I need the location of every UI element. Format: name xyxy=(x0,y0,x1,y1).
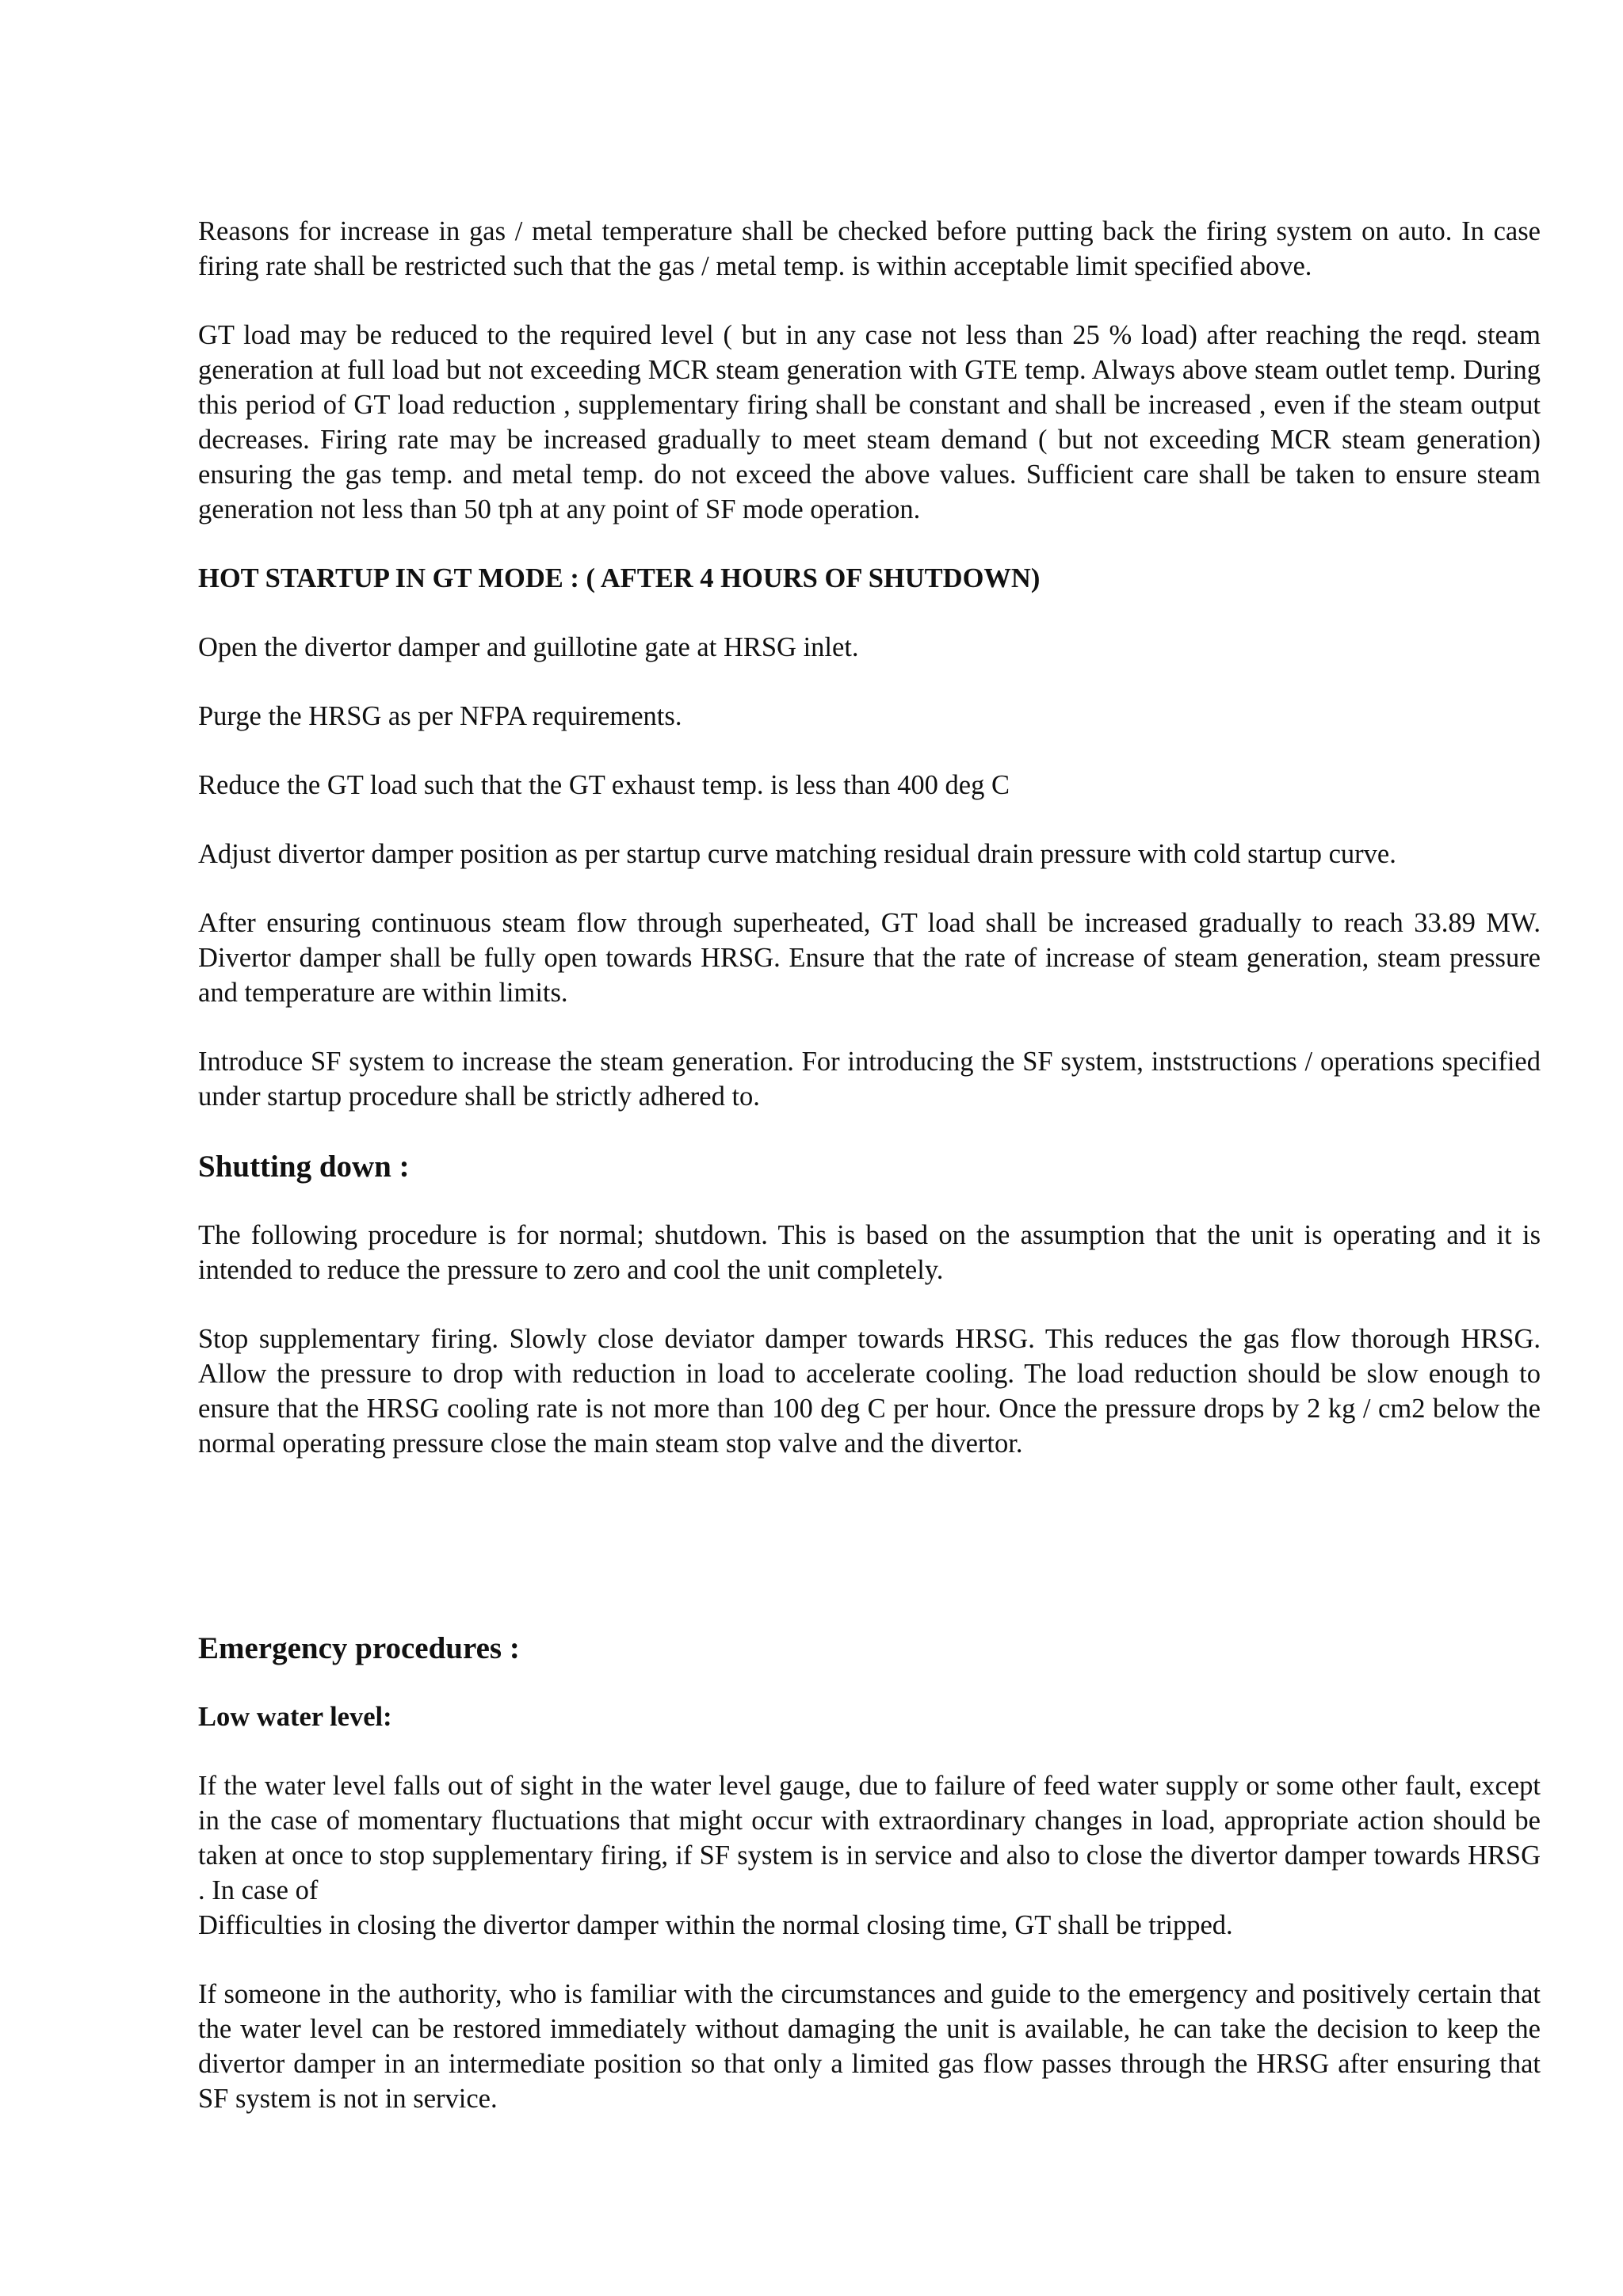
hot-startup-step-purge: Purge the HRSG as per NFPA requirements. xyxy=(198,701,682,731)
shutting-down-title: Shutting down : xyxy=(198,1150,410,1184)
authority-decision-paragraph: If someone in the authority, who is familiar with the circumstances and guide to the emergency and positively certain that the water level can be restored immediately without damaging the unit is available, he can take the decision to keep the divertor damper in an intermediate position so that only a limited gas flow passes through the HRSG after ensuring that SF system is not in service. xyxy=(198,1979,1541,2114)
paragraph-gas-metal-temperature: Reasons for increase in gas / metal temperature shall be checked before putting back the firing system on auto. In case firing rate shall be restricted such that the gas / metal temp. is within acceptable limit specified above. xyxy=(198,216,1541,281)
shutting-down-procedure: Stop supplementary firing. Slowly close deviator damper towards HRSG. This reduces the gas flow thorough HRSG. Allow the pressure to drop with reduction in load to accelerate cooling. The load reduction should be slow enough to ensure that the HRSG cooling rate is not more than 100 deg C per hour. Once the pressure drops by 2 kg / cm2 below the normal operating pressure close the main steam stop valve and the divertor. xyxy=(198,1324,1541,1459)
hot-startup-heading: HOT STARTUP IN GT MODE : ( AFTER 4 HOURS OF SHUTDOWN) xyxy=(198,563,1041,593)
hot-startup-step-adjust-damper: Adjust divertor damper position as per startup curve matching residual drain pressure with cold startup curve. xyxy=(198,839,1396,869)
emergency-procedures-title: Emergency procedures : xyxy=(198,1631,520,1665)
shutting-down-intro: The following procedure is for normal; shutdown. This is based on the assumption that the unit is operating and it is intended to reduce the pressure to zero and cool the unit completely. xyxy=(198,1220,1541,1285)
document-page xyxy=(198,214,1541,2150)
hot-startup-step-increase-load: After ensuring continuous steam flow through superheated, GT load shall be increased gradually to reach 33.89 MW. Divertor damper shall be fully open towards HRSG. Ensure that the rate of increase of steam generation, steam pressure and temperature are within limits. xyxy=(198,908,1541,1008)
low-water-level-heading: Low water level: xyxy=(198,1702,392,1732)
paragraph-gt-load-reduction: GT load may be reduced to the required level ( but in any case not less than 25 % load) after reaching the reqd. steam generation at full load but not exceeding MCR steam generation with GTE temp. Always above steam outlet temp. During this period of GT load reduction , supplementary firing shall be constant and shall be increased , even if the steam output decreases. Firing rate may be increased gradually to meet steam demand ( but not exceeding MCR steam generation) ensuring the gas temp. and metal temp. do not exceed the above values. Sufficient care shall be taken to ensure steam generation not less than 50 tph at any point of SF mode operation. xyxy=(198,320,1541,524)
low-water-level-paragraph: If the water level falls out of sight in the water level gauge, due to failure of feed water supply or some other fault, except in the case of momentary fluctuations that might occur with extraordinary changes in load, appropriate action should be taken at once to stop supplementary firing, if SF system is in service and also to close the divertor damper towards HRSG . In case of xyxy=(198,1771,1541,1905)
hot-startup-step-introduce-sf: Introduce SF system to increase the steam generation. For introducing the SF system, inststructions / operations specified under startup procedure shall be strictly adhered to. xyxy=(198,1047,1541,1112)
blank-spacer xyxy=(198,1495,1541,1630)
low-water-level-continuation: Difficulties in closing the divertor damper within the normal closing time, GT shall be tripped. xyxy=(198,1910,1233,1940)
hot-startup-step-open-damper: Open the divertor damper and guillotine gate at HRSG inlet. xyxy=(198,632,859,662)
hot-startup-step-reduce-load: Reduce the GT load such that the GT exhaust temp. is less than 400 deg C xyxy=(198,770,1010,800)
